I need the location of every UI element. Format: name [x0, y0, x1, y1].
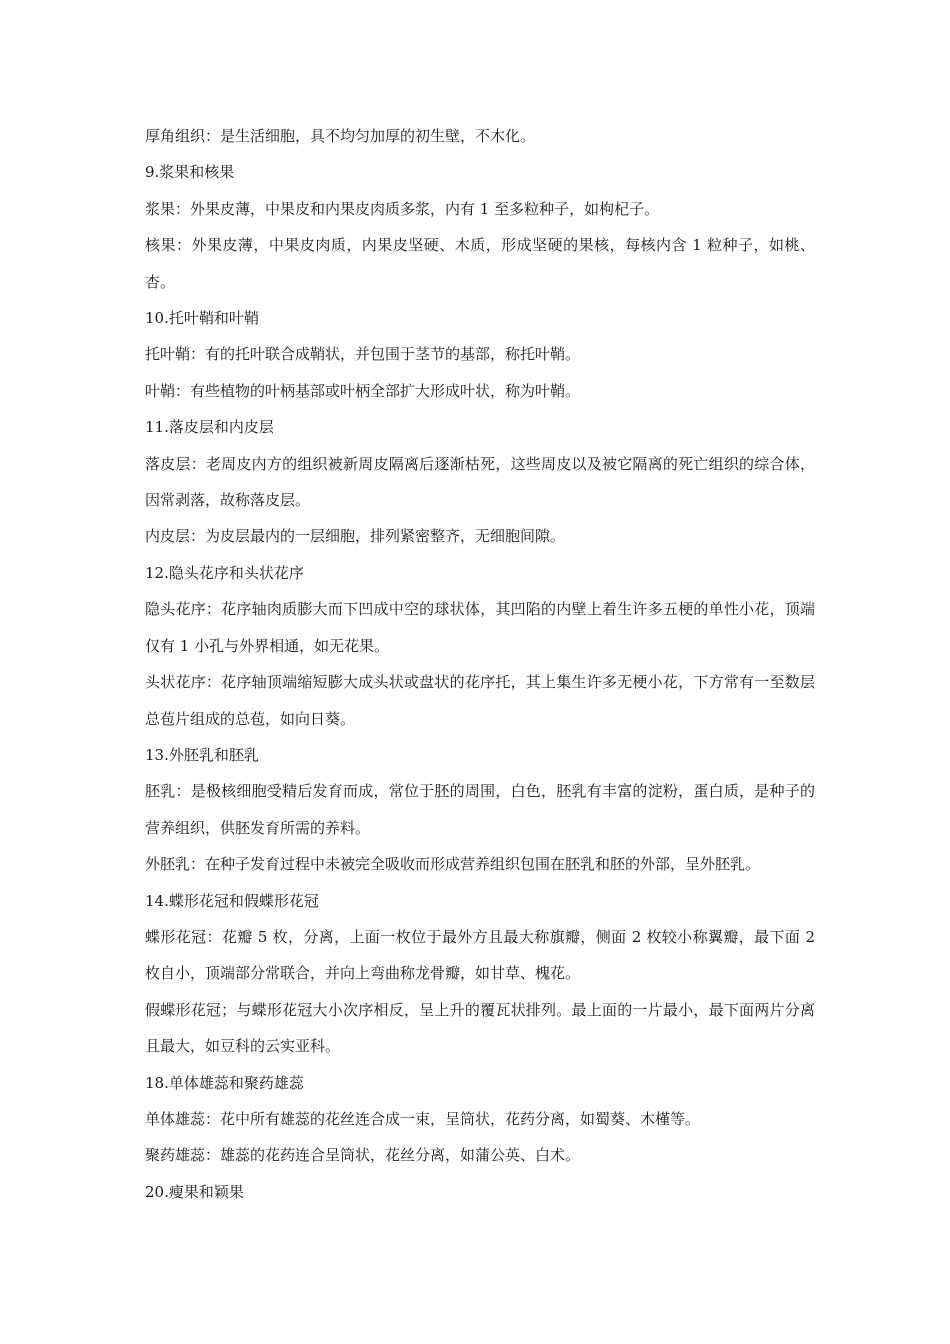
document-body [145, 118, 815, 1210]
heading-achene-caryopsis: 20.瘦果和颖果 [145, 1182, 244, 1201]
paragraph-collenchyma: 厚角组织：是生活细胞，具不均匀加厚的初生壁，不木化。 [145, 127, 536, 145]
paragraph-capitulum: 头状花序：花序轴顶端缩短膨大成头状或盘状的花序托，其上集生许多无梗小花，下方常有一至数层总苞片组成的总苞，如向日葵。 [145, 673, 815, 728]
heading-ochrea-sheath: 10.托叶鞘和叶鞘 [145, 309, 259, 328]
paragraph-papilionaceous: 蝶形花冠：花瓣 5 枚，分离，上面一枚位于最外方且最大称旗瓣，侧面 2 枚较小称翼瓣，最下面 2 枚自小，顶端部分常联合，并向上弯曲称龙骨瓣，如甘草、槐花。 [145, 927, 815, 983]
paragraph-leaf-sheath: 叶鞘：有些植物的叶柄基部或叶柄全部扩大形成叶状，称为叶鞘。 [145, 381, 581, 400]
heading-berry-drupe: 9.浆果和核果 [145, 163, 235, 182]
paragraph-monadelphous: 单体雄蕊：花中所有雄蕊的花丝连合成一束，呈筒状，花药分离，如蜀葵、木槿等。 [145, 1109, 701, 1128]
paragraph-hypanthodium: 隐头花序：花序轴肉质膨大而下凹成中空的球状体，其凹陷的内壁上着生许多五梗的单性小花，顶端仅有 1 小孔与外界相通，如无花果。 [145, 600, 815, 655]
paragraph-pseudo-papilionaceous: 假蝶形花冠；与蝶形花冠大小次序相反，呈上升的覆瓦状排列。最上面的一片最小，最下面两片分离且最大，如豆科的云实亚科。 [145, 1000, 815, 1056]
paragraph-berry: 浆果：外果皮薄，中果皮和内果皮肉质多浆，内有 1 至多粒种子，如枸杞子。 [145, 199, 660, 218]
paragraph-drupe: 核果：外果皮薄，中果皮肉质，内果皮坚硬、木质，形成坚硬的果核，每核内含 1 粒种子，如桃、杏。 [145, 236, 815, 291]
paragraph-endosperm: 胚乳：是极核细胞受精后发育而成，常位于胚的周围，白色，胚乳有丰富的淀粉，蛋白质，是种子的营养组织，供胚发育所需的养料。 [145, 782, 815, 837]
heading-stamens: 18.单体雄蕊和聚药雄蕊 [145, 1073, 304, 1092]
heading-papilionaceous-corolla: 14.蝶形花冠和假蝶形花冠 [145, 891, 319, 910]
paragraph-perisperm: 外胚乳：在种子发育过程中未被完全吸收而形成营养组织包围在胚乳和胚的外部，呈外胚乳。 [145, 855, 761, 874]
paragraph-ochrea: 托叶鞘：有的托叶联合成鞘状，并包围于茎节的基部，称托叶鞘。 [145, 345, 581, 364]
heading-hypanthodium-capitulum: 12.隐头花序和头状花序 [145, 563, 304, 582]
heading-perisperm-endosperm: 13.外胚乳和胚乳 [145, 745, 259, 764]
paragraph-rhytidome: 落皮层：老周皮内方的组织被新周皮隔离后逐渐枯死，这些周皮以及被它隔离的死亡组织的综合体，因常剥落，故称落皮层。 [145, 454, 815, 510]
paragraph-endodermis: 内皮层：为皮层最内的一层细胞，排列紧密整齐，无细胞间隙。 [145, 527, 566, 546]
heading-rhytidome-endodermis: 11.落皮层和内皮层 [145, 418, 274, 437]
paragraph-syngenesious: 聚药雄蕊：雄蕊的花药连合呈筒状，花丝分离，如蒲公英、白术。 [145, 1146, 581, 1165]
